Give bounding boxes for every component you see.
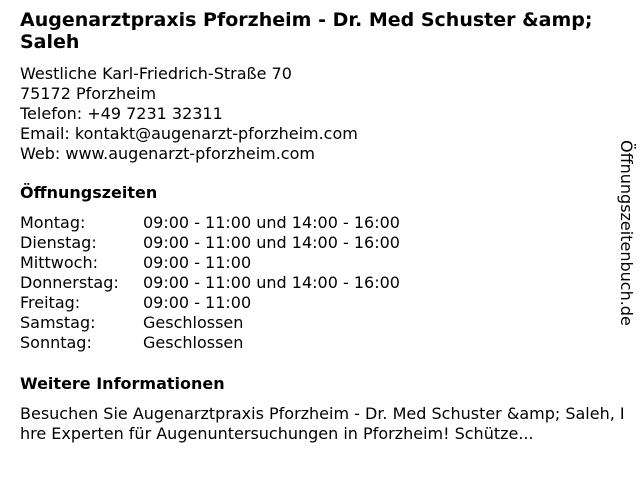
day-label: Dienstag: xyxy=(20,233,97,252)
day-label: Mittwoch: xyxy=(20,253,98,272)
day-label: Freitag: xyxy=(20,293,81,312)
contact-block xyxy=(20,64,358,164)
day-label: Donnerstag: xyxy=(20,273,119,292)
day-label: Samstag: xyxy=(20,313,96,332)
day-label: Sonntag: xyxy=(20,333,92,352)
city-postal-code: 75172 Pforzheim xyxy=(20,84,157,103)
day-label: Montag: xyxy=(20,213,86,232)
time-value: 09:00 - 11:00 xyxy=(143,253,252,272)
time-value: 09:00 - 11:00 und 14:00 - 16:00 xyxy=(143,213,400,232)
email-address: Email: kontakt@augenarzt-pforzheim.com xyxy=(20,124,358,143)
time-value: 09:00 - 11:00 und 14:00 - 16:00 xyxy=(143,233,400,252)
more-info-heading: Weitere Informationen xyxy=(20,374,225,393)
street-address: Westliche Karl-Friedrich-Straße 70 xyxy=(20,64,292,83)
time-value: 09:00 - 11:00 und 14:00 - 16:00 xyxy=(143,273,400,292)
practice-description: Besuchen Sie Augenarztpraxis Pforzheim - Dr. Med Schuster &amp; Saleh, Ihre Experten für Augenuntersuchungen in Pforzheim! Schütze... xyxy=(20,404,625,443)
page-title: Augenarztpraxis Pforzheim - Dr. Med Schuster &amp; Saleh xyxy=(20,9,593,53)
time-value: Geschlossen xyxy=(143,333,244,352)
opening-hours-heading: Öffnungszeiten xyxy=(20,183,158,202)
site-brand-watermark: Öffnungszeitenbuch.de xyxy=(617,140,636,326)
time-value: 09:00 - 11:00 xyxy=(143,293,252,312)
phone-number: Telefon: +49 7231 32311 xyxy=(20,104,223,123)
website-address: Web: www.augenarzt-pforzheim.com xyxy=(20,144,315,163)
time-value: Geschlossen xyxy=(143,313,244,332)
